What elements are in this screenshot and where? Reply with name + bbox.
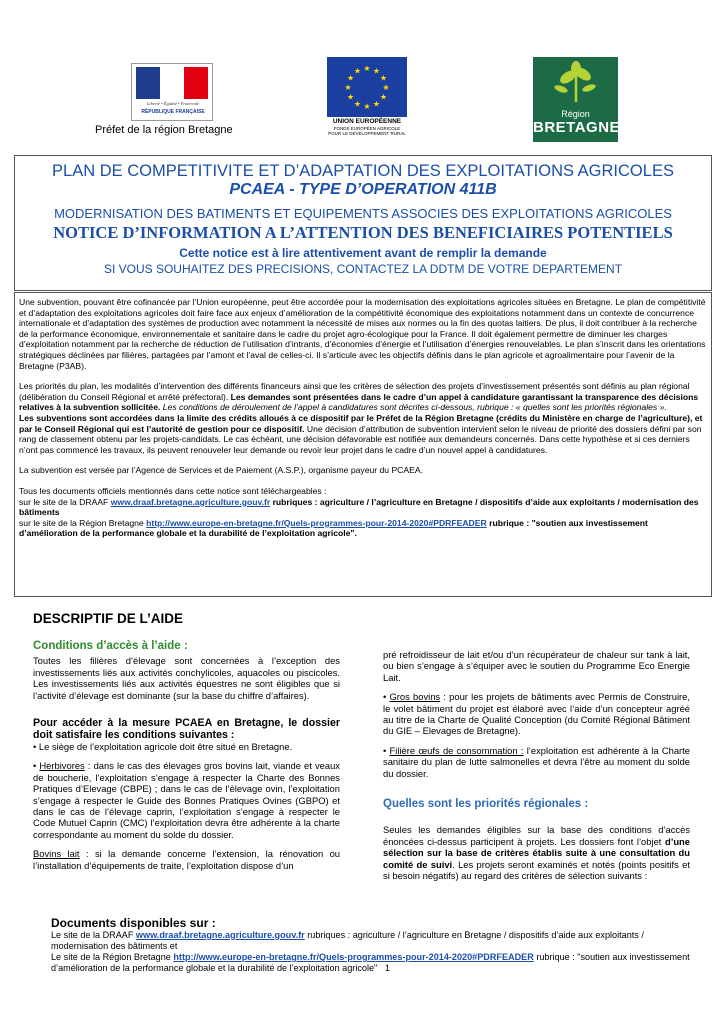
- acces-heading: Pour accéder à la mesure PCAEA en Bretagne, le dossier doit satisfaire les conditions suivantes :: [33, 717, 340, 742]
- region-label: Région: [561, 109, 590, 119]
- eu-star-icon: ★: [346, 92, 355, 102]
- bovins-lait-item: Bovins lait : si la demande concerne l’extension, la rénovation ou l’installation d’équipements de traite, l’exploitation dispose d’un: [33, 848, 340, 871]
- eu-star-icon: ★: [379, 73, 388, 83]
- gros-bovins-item: • Gros bovins : pour les projets de bâtiments avec Permis de Construire, le volet bâtiment du projet est élaboré avec l’aide d’un concepteur agréé au titre de la Charte de Qualité Conception (du Comité Régional Bâtiment du GIE – Elevages de Bretagne).: [383, 691, 690, 737]
- union-europeenne-logo: [327, 57, 407, 143]
- info-paragraph: Les priorités du plan, les modalités d’intervention des différents financeurs ainsi que les critères de sélection des projets d’investissement présentés sont définis au plan régional (délibération du Conseil Régional et arrêté préfectoral). Les demandes sont présentées dans le cadre d’un appel à candidature garantissant la transparence des décisions relatives à la subvention sollicitée. Les conditions de déroulement de l’appel à candidatures sont décrites ci-dessous, rubrique : « quelles sont les priorités régionales ».: [19, 381, 699, 413]
- header: [0, 0, 724, 150]
- priorites-heading: Quelles sont les priorités régionales :: [383, 798, 589, 811]
- region-bretagne-logo: [533, 57, 621, 142]
- leaf-icon: [533, 57, 618, 107]
- notice-subtitle: Cette notice est à lire attentivement avant de remplir la demande: [179, 246, 547, 260]
- eu-star-icon: ★: [346, 73, 355, 83]
- eu-star-icon: ★: [363, 64, 371, 73]
- eu-subcaption: FONDS EUROPÉEN AGRICOLE POUR LE DÉVELOPPEMENT RURAL: [328, 126, 406, 136]
- eu-star-icon: ★: [353, 66, 362, 76]
- marianne-flag-icon: [136, 67, 208, 99]
- eu-star-icon: ★: [353, 99, 362, 109]
- draaf-link[interactable]: www.draaf.bretagne.agriculture.gouv.fr: [110, 496, 271, 507]
- eu-caption: UNION EUROPÉENNE: [332, 118, 402, 125]
- contact-line: SI VOUS SOUHAITEZ DES PRECISIONS, CONTACTEZ LA DDTM DE VOTRE DEPARTEMENT: [103, 262, 623, 276]
- info-paragraph: Les subventions sont accordées dans la limite des crédits alloués à ce dispositif par le Préfet de la Région Bretagne (crédits du Ministère en charge de l’agriculture), et par le Conseil Régional qui est l’autorité de gestion pour ce dispositif. Une décision d’attribution de subvention intervient selon le niveau de priorité des dossiers défini par son rang de classement obtenu par les projets-candidats. Le cas échéant, une décision défavorable est notifiée aux demandeurs concernés. Dans cette hypothèse et si ces derniers n’ont pas commencé les travaux, ils peuvent renouveler leur demande ou revoir leur projet dans le cadre d’un nouvel appel à candidatures.: [19, 412, 703, 455]
- modernisation-title: MODERNISATION DES BATIMENTS ET EQUIPEMENTS ASSOCIES DES EXPLOITATIONS AGRICOLES: [54, 206, 672, 221]
- conditions-heading: Conditions d’accès à l’aide :: [33, 640, 188, 652]
- eu-star-icon: ★: [379, 92, 388, 102]
- herbivores-item: • Herbivores : dans le cas des élevages gros bovins lait, viande et veaux de boucherie, l’exploitation s’engage à respecter la Charte des Bonnes Pratiques d’Elevage (CBPE) ; dans le cas de l’élevage ovin, l’exploitation s’engage à respecter le Guide des Bonnes Pratiques Ovines (GBPO) et dans le cas de l’élevage caprin, l’exploitation s’engage à respecter le Code Mutuel Caprin (CMC) l’exploitation devra être adhérente à la charte correspondante au moment du solde du dossier.: [33, 760, 340, 840]
- documents-draaf-link[interactable]: www.draaf.bretagne.agriculture.gouv.fr: [135, 930, 305, 940]
- title-box: [14, 155, 712, 291]
- descriptif-title: DESCRIPTIF DE L’AIDE: [33, 611, 184, 626]
- rf-name: RÉPUBLIQUE FRANÇAISE: [141, 109, 205, 115]
- siege-item: • Le siège de l’exploitation agricole doit être situé en Bretagne.: [33, 741, 293, 753]
- region-line: sur le site de la Région Bretagne http://www.europe-en-bretagne.fr/Quels-programmes-pour-2014-2020#PDRFEADER rubrique : "soutien aux investissement d’amélioration de la performance globale et la durabilité de l’exploitation agricole".: [19, 517, 648, 539]
- notice-title: NOTICE D’INFORMATION A L’ATTENTION DES BENEFICIAIRES POTENTIELS: [53, 223, 673, 242]
- priorites-paragraph: Seules les demandes éligibles sur la base des conditions d’accès énoncées ci-dessus participent à projets. Les dossiers font l’objet d’une sélection sur la base de critères établis suite à une consultation du comité de suivi. Les projets seront examinés et notés (points positifs et si besoin négatifs) au regard des critères de sélection suivants :: [383, 824, 690, 882]
- documents-region-link[interactable]: http://www.europe-en-bretagne.fr/Quels-programmes-pour-2014-2020#PDRFEADER: [173, 952, 534, 962]
- conditions-paragraph: Toutes les filières d’élevage sont concernées à l’exception des investissements liés aux activités conchylicoles, aquacoles ou piscicoles. Les investissements liés aux activités équestres ne sont éligibles que si l’activité d’élevage est dominante (sur la base du chiffre d’affaires).: [33, 655, 340, 701]
- eu-star-icon: ★: [372, 99, 381, 109]
- eu-star-icon: ★: [344, 83, 352, 92]
- info-paragraph: Une subvention, pouvant être cofinancée par l’Union européenne, peut être accordée pour la modernisation des exploitations agricoles situées en Bretagne. Le plan de compétitivité et d’adaptation des exploitations agricoles doit faire face aux enjeux d’amélioration de la compétitivité économique des exploitations notamment dans un contexte de concurrence internationale et d’adaptation des systèmes de production avec notamment la nécessité de mises aux normes ou la fin des quotas laitiers. De plus, il doit contribuer à la recherche de la performance économique, environnementale et sanitaire dans le cadre du projet agro-écologique pour la France. Il doit également permettre de diminuer les charges d’exploitation notamment par la recherche de réduction de l’utilisation d’intrants, d’économies d’énergie et l’utilisation d’énergies renouvelables. Le plan s’inscrit dans les orientations stratégiques déclinées par filières, partagées par l’amont et l’aval de celles-ci. Il s’articule avec les objectifs définis dans le plan agricole et agroalimentaire pour l’avenir de la Bretagne (P3AB).: [19, 297, 706, 371]
- eu-star-icon: ★: [382, 83, 390, 92]
- draaf-line: sur le site de la DRAAF www.draaf.bretagne.agriculture.gouv.fr rubriques : agriculture / l’agriculture en Bretagne / dispositifs d’aide aux exploitants / modernisation des bâtiments: [19, 496, 699, 518]
- eu-star-icon: ★: [363, 102, 371, 111]
- operation-title: PCAEA - TYPE D’OPERATION 411B: [229, 181, 497, 198]
- plan-title: PLAN DE COMPETITIVITE ET D’ADAPTATION DES EXPLOITATIONS AGRICOLES: [52, 162, 674, 180]
- documents-region-line: Le site de la Région Bretagne http://www.europe-en-bretagne.fr/Quels-programmes-pour-2014-2020#PDRFEADER rubrique : "soutien aux investissement d’amélioration de la performance globale et la durabilité de l’exploitation agricole" 1: [51, 952, 690, 973]
- page-number: 1: [384, 963, 390, 973]
- right-column: [383, 649, 690, 882]
- region-link[interactable]: http://www.europe-en-bretagne.fr/Quels-programmes-pour-2014-2020#PDRFEADER: [146, 517, 487, 528]
- eu-star-icon: ★: [372, 66, 381, 76]
- bovins-lait-continued: pré refroidisseur de lait et/ou d’un récupérateur de chaleur sur tank à lait, ou bien s’engage à s’équiper avec le soutien du Programme Eco Energie Lait.: [383, 649, 690, 683]
- documents-title: Documents disponibles sur :: [51, 916, 216, 930]
- left-column: [33, 641, 340, 871]
- documents-section: [51, 918, 691, 974]
- oeufs-item: • Filière œufs de consommation : l’exploitation est adhérente à la Charte sanitaire du plan de lutte salmonelles et devra l’être au moment du solde du dossier.: [383, 744, 691, 779]
- rf-motto: Liberté • Égalité • Fraternité: [146, 101, 200, 106]
- eu-stars-icon: [327, 57, 407, 117]
- prefet-label: Préfet de la région Bretagne: [95, 124, 233, 136]
- documents-draaf-line: Le site de la DRAAF www.draaf.bretagne.agriculture.gouv.fr rubriques : agriculture / l’agriculture en Bretagne / dispositifs d’aide aux exploitants / modernisation des bâtiments et: [51, 930, 644, 951]
- republique-francaise-logo: [131, 63, 213, 121]
- bretagne-label: BRETAGNE: [533, 119, 621, 136]
- info-box: [14, 292, 712, 597]
- info-paragraph: La subvention est versée par l’Agence de Services et de Paiement (A.S.P.), organisme payeur du PCAEA.: [19, 465, 423, 476]
- info-paragraph: Tous les documents officiels mentionnés dans cette notice sont téléchargeables :: [19, 485, 327, 496]
